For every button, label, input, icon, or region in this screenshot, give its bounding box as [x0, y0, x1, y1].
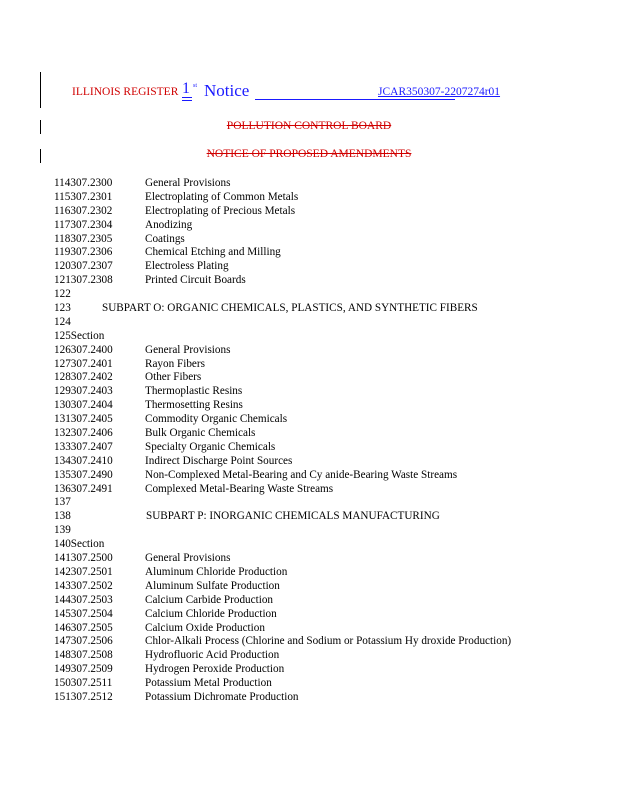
section-title: Chemical Etching and Milling — [145, 246, 281, 259]
section-title: General Provisions — [145, 177, 231, 189]
line-number: 130307.2404 — [54, 399, 113, 412]
list-item — [54, 552, 578, 566]
line-number: 123 — [54, 302, 71, 315]
line-number: 151307.2512 — [54, 690, 113, 703]
line-number: 120307.2307 — [54, 260, 113, 273]
line-number: 121307.2308 — [54, 274, 113, 287]
list-item — [54, 538, 578, 552]
line-number: 142307.2501 — [54, 565, 113, 578]
page-header — [72, 80, 538, 110]
list-item — [54, 302, 578, 316]
list-item — [54, 371, 578, 385]
section-title: Calcium Oxide Production — [145, 621, 265, 634]
list-item — [54, 233, 578, 247]
list-item — [54, 483, 578, 497]
section-title: Bulk Organic Chemicals — [145, 427, 256, 440]
notice-number: 1 — [182, 80, 190, 97]
line-number: 126307.2400 — [54, 343, 113, 356]
section-title: Non-Complexed Metal-Bearing and Cy anide-Bearing Waste Streams — [145, 468, 458, 481]
section-title: Potassium Dichromate Production — [145, 690, 299, 703]
list-item — [54, 316, 578, 330]
line-number: 125Section — [54, 329, 105, 342]
section-title: Calcium Carbide Production — [145, 593, 274, 606]
section-title: Anodizing — [145, 218, 193, 231]
line-number: 124 — [54, 315, 71, 328]
line-number: 119307.2306 — [54, 246, 113, 259]
section-title: Specialty Organic Chemicals — [145, 440, 276, 453]
list-item — [54, 594, 578, 608]
line-number: 134307.2410 — [54, 454, 113, 467]
line-number: 148307.2508 — [54, 649, 113, 662]
section-title: Potassium Metal Production — [145, 677, 272, 690]
line-number: 116307.2302 — [54, 204, 113, 217]
section-title: Other Fibers — [145, 371, 202, 384]
register-title: ILLINOIS REGISTER — [72, 86, 179, 98]
line-number: 127307.2401 — [54, 357, 113, 370]
list-item — [54, 455, 578, 469]
subpart-heading: SUBPART O: ORGANIC CHEMICALS, PLASTICS, AND SYNTHETIC FIBERS — [102, 302, 478, 315]
section-title: Aluminum Chloride Production — [145, 565, 288, 578]
list-item — [54, 260, 578, 274]
section-list — [54, 177, 578, 705]
line-number: 139 — [54, 524, 71, 537]
line-number: 145307.2504 — [54, 607, 113, 620]
list-item — [54, 191, 578, 205]
line-number: 128307.2402 — [54, 371, 113, 384]
line-number: 138 — [54, 510, 71, 523]
section-title: Commodity Organic Chemicals — [145, 413, 288, 426]
list-item — [54, 274, 578, 288]
section-title: General Provisions — [145, 343, 231, 356]
list-item — [54, 677, 578, 691]
section-title: Coatings — [145, 232, 185, 245]
line-number: 122 — [54, 288, 71, 301]
notice-title: NOTICE OF PROPOSED AMENDMENTS — [206, 148, 412, 160]
notice-label: Notice — [204, 81, 250, 100]
line-number: 132307.2406 — [54, 427, 113, 440]
list-item — [54, 496, 578, 510]
change-bar — [40, 72, 41, 108]
list-item — [54, 622, 578, 636]
list-item — [54, 635, 578, 649]
list-item — [54, 663, 578, 677]
section-title: Printed Circuit Boards — [145, 274, 246, 287]
list-item — [54, 358, 578, 372]
list-item — [54, 649, 578, 663]
list-item — [54, 205, 578, 219]
list-item — [54, 510, 578, 524]
list-item — [54, 469, 578, 483]
line-number: 136307.2491 — [54, 482, 113, 495]
line-number: 144307.2503 — [54, 593, 113, 606]
list-item — [54, 427, 578, 441]
section-title: Hydrofluoric Acid Production — [145, 649, 280, 662]
list-item — [54, 385, 578, 399]
line-number: 114307.2300 — [54, 177, 113, 189]
section-title: General Provisions — [145, 552, 231, 565]
list-item — [54, 246, 578, 260]
line-number: 115307.2301 — [54, 190, 113, 203]
subpart-heading: SUBPART P: INORGANIC CHEMICALS MANUFACTURING — [146, 510, 440, 523]
section-title: Hydrogen Peroxide Production — [145, 663, 285, 676]
list-item — [54, 691, 578, 705]
list-item — [54, 344, 578, 358]
list-item — [54, 524, 578, 538]
line-number: 137 — [54, 496, 71, 509]
line-number: 135307.2490 — [54, 468, 113, 481]
line-number: 131307.2405 — [54, 413, 113, 426]
line-number: 118307.2305 — [54, 232, 113, 245]
jcar-code: JCAR350307-2207274r01 — [378, 86, 501, 98]
section-title: Thermosetting Resins — [145, 399, 243, 412]
list-item — [54, 330, 578, 344]
number-underline — [182, 97, 192, 101]
line-number: 129307.2403 — [54, 385, 113, 398]
list-item — [54, 580, 578, 594]
board-name: POLLUTION CONTROL BOARD — [226, 120, 392, 132]
line-number: 140Section — [54, 538, 105, 551]
line-number: 147307.2506 — [54, 635, 113, 648]
list-item — [54, 288, 578, 302]
section-title: Aluminum Sulfate Production — [145, 579, 280, 592]
section-title: Rayon Fibers — [145, 357, 205, 370]
list-item — [54, 413, 578, 427]
list-item — [54, 608, 578, 622]
line-number: 143307.2502 — [54, 579, 113, 592]
list-item — [54, 566, 578, 580]
line-number: 117307.2304 — [54, 218, 113, 231]
list-item — [54, 219, 578, 233]
section-title: Indirect Discharge Point Sources — [145, 454, 293, 467]
section-title: Complexed Metal-Bearing Waste Streams — [145, 482, 334, 495]
line-number: 133307.2407 — [54, 440, 113, 453]
section-title: Electroplating of Common Metals — [145, 190, 299, 203]
list-item — [54, 177, 578, 191]
section-title: Chlor-Alkali Process (Chlorine and Sodium or Potassium Hy droxide Production) — [145, 635, 512, 648]
line-number: 146307.2505 — [54, 621, 113, 634]
line-number: 150307.2511 — [54, 677, 113, 690]
section-title: Thermoplastic Resins — [145, 385, 243, 398]
section-title: Calcium Chloride Production — [145, 607, 277, 620]
section-title: Electroless Plating — [145, 260, 229, 273]
notice-number-suffix: st — [193, 83, 198, 89]
section-title: Electroplating of Precious Metals — [145, 204, 296, 217]
list-item — [54, 441, 578, 455]
line-number: 141307.2500 — [54, 552, 113, 565]
line-number: 149307.2509 — [54, 663, 113, 676]
header-rule — [255, 99, 455, 100]
list-item — [54, 399, 578, 413]
